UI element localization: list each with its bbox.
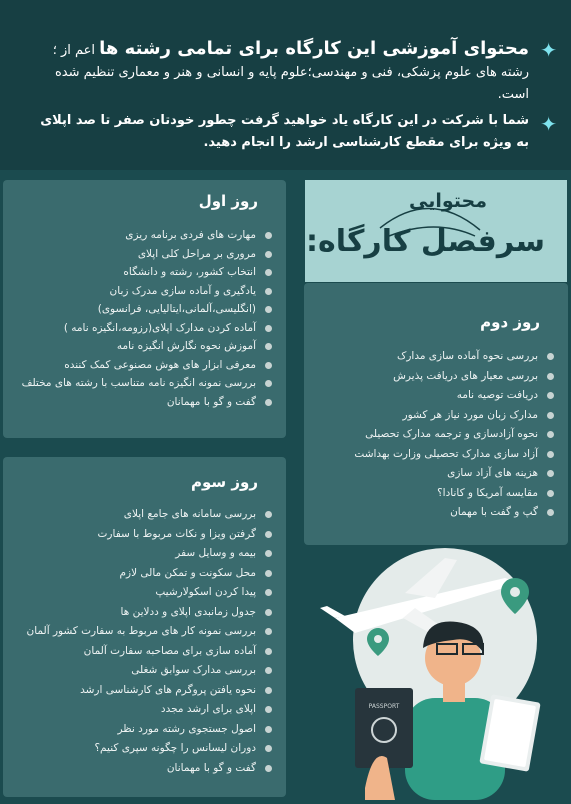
bullet-dot-icon [265, 609, 272, 616]
bullet-dot-icon [265, 589, 272, 596]
bullet-dot-icon [265, 306, 272, 313]
bullet-dot-icon [265, 765, 272, 772]
day-two-item-text: بررسی نحوه آماده سازی مدارک [396, 350, 538, 362]
sparkle-icon: ✦ [540, 112, 557, 136]
day-two-item [316, 347, 556, 367]
bullet-dot-icon [547, 412, 554, 419]
day-three-item [12, 544, 274, 564]
day-one-item [12, 245, 274, 264]
bullet-dot-icon [547, 490, 554, 497]
title-line-1: محتوایی [409, 190, 487, 212]
day-one-item [12, 319, 274, 338]
day-three-item-text: نحوه یافتن پروگرم های کارشناسی ارشد [80, 683, 256, 696]
travel-illustration [295, 548, 571, 800]
bullet-dot-icon [547, 431, 554, 438]
day-three-item-text: بررسی سامانه های جامع اپلای [123, 508, 256, 520]
bullet-dot-icon [547, 392, 554, 399]
day-three-heading: روز سوم [191, 473, 258, 491]
bullet-dot-icon [265, 667, 272, 674]
day-one-item [12, 337, 274, 356]
day-one-list [12, 226, 274, 411]
day-two-item-text: مدارک زبان مورد نیاز هر کشور [402, 408, 538, 421]
day-one-item-text: انتخاب کشور، رشته و دانشگاه [123, 266, 256, 278]
day-three-item [12, 505, 274, 525]
day-two-item [316, 386, 556, 406]
day-three-item-text: گفت و گو با مهمانان [166, 761, 256, 774]
day-three-item [12, 564, 274, 584]
day-three-item [12, 603, 274, 623]
intro-headline-continuation: اعم از ؛ رشته های علوم پزشکی، فنی و مهندسی؛علوم پایه و انسانی و هنر و معماری تنظیم شده است. [52, 43, 529, 102]
day-one-item-text: آموزش نحوه نگارش انگیزه نامه [116, 340, 256, 352]
day-three-item-text: محل سکونت و تمکن مالی لازم [119, 566, 256, 579]
bullet-dot-icon [265, 380, 272, 387]
day-one-item [12, 393, 274, 412]
day-two-item-text: نحوه آزادسازی و ترجمه مدارک تحصیلی [365, 428, 538, 440]
day-one-item [12, 356, 274, 375]
day-two-item-text: بررسی معیار های دریافت پذیرش [393, 369, 538, 382]
day-three-item [12, 720, 274, 740]
day-three-item-text: پیدا کردن اسکولارشیپ [155, 586, 256, 598]
bullet-dot-icon [547, 509, 554, 516]
day-two-item-text: دریافت توصیه نامه [456, 389, 538, 401]
day-three-item [12, 739, 274, 759]
day-one-item-text: مروری بر مراحل کلی اپلای [137, 247, 256, 260]
day-one-item [12, 282, 274, 301]
day-three-item [12, 642, 274, 662]
day-two-item [316, 503, 556, 523]
bullet-dot-icon [265, 232, 272, 239]
workshop-title-box [305, 180, 567, 282]
day-three-item [12, 700, 274, 720]
day-one-item-text: گفت و گو با مهمانان [166, 395, 256, 408]
day-one-item [12, 374, 274, 393]
day-three-item [12, 661, 274, 681]
day-one-item-text: یادگیری و آماده سازی مدرک زبان [109, 284, 256, 297]
day-two-heading: روز دوم [480, 313, 540, 331]
day-three-item [12, 681, 274, 701]
day-two-item-text: هزینه های آزاد سازی [447, 467, 538, 479]
day-three-item [12, 525, 274, 545]
day-three-item-text: دوران لیسانس را چگونه سپری کنیم؟ [94, 742, 256, 754]
bullet-dot-icon [265, 687, 272, 694]
bullet-dot-icon [265, 288, 272, 295]
day-three-item-text: بیمه و وسایل سفر [175, 547, 256, 559]
bullet-dot-icon [547, 451, 554, 458]
bullet-dot-icon [265, 362, 272, 369]
day-two-item-text: آزاد سازی مدارک تحصیلی وزارت بهداشت [354, 447, 538, 460]
day-three-item [12, 622, 274, 642]
intro-paragraph-2: شما با شرکت در این کارگاه یاد خواهید گرفت چطور خودتان صفر تا صد اپلای به ویژه برای مقطع کارشناسی ارشد را انجام دهید. [40, 113, 529, 150]
intro-section [0, 0, 571, 170]
day-two-item [316, 484, 556, 504]
passport-label: PASSPORT [368, 703, 400, 710]
bullet-dot-icon [265, 550, 272, 557]
day-two-item [316, 445, 556, 465]
bullet-dot-icon [265, 745, 272, 752]
day-three-item-text: بررسی نمونه کار های مربوط به سفارت کشور آلمان [26, 625, 256, 637]
day-one-item [12, 226, 274, 245]
intro-headline: محتوای آموزشی این کارگاه برای تمامی رشته ها [99, 38, 529, 59]
bullet-dot-icon [547, 470, 554, 477]
day-three-panel [3, 457, 286, 797]
day-two-list [316, 347, 556, 523]
day-three-item-text: جدول زمانبدی اپلای و ددلاین ها [120, 605, 256, 618]
day-two-item-text: گپ و گفت با مهمان [450, 506, 538, 518]
bullet-dot-icon [265, 726, 272, 733]
bullet-dot-icon [265, 648, 272, 655]
day-one-item-text: (انگلیسی،آلمانی،ایتالیایی، فرانسوی) [97, 303, 256, 315]
bullet-dot-icon [265, 251, 272, 258]
day-one-item-text: مهارت های فردی برنامه ریزی [125, 229, 256, 241]
bullet-dot-icon [265, 511, 272, 518]
bullet-dot-icon [547, 353, 554, 360]
day-two-item [316, 367, 556, 387]
bullet-dot-icon [265, 570, 272, 577]
day-two-item [316, 425, 556, 445]
day-one-item [12, 300, 274, 319]
day-three-item [12, 583, 274, 603]
intro-paragraph-1 [24, 38, 529, 106]
bullet-dot-icon [265, 399, 272, 406]
sparkle-icon: ✦ [540, 38, 557, 62]
day-one-item-text: آماده کردن مدارک اپلای(رزومه،انگیزه نامه ) [63, 321, 256, 334]
day-two-item-text: مقایسه آمریکا و کانادا؟ [437, 486, 538, 499]
day-three-item-text: گرفتن ویزا و نکات مربوط با سفارت [97, 527, 256, 540]
bullet-dot-icon [547, 373, 554, 380]
day-one-panel [3, 180, 286, 438]
bullet-dot-icon [265, 706, 272, 713]
day-two-item [316, 464, 556, 484]
day-one-heading: روز اول [198, 192, 258, 210]
day-three-item-text: آماده سازی برای مصاحبه سفارت آلمان [83, 644, 256, 657]
day-three-item-text: اصول جستجوی رشته مورد نظر [117, 722, 256, 735]
bullet-dot-icon [265, 628, 272, 635]
day-three-item [12, 759, 274, 779]
day-three-item-text: اپلای برای ارشد مجدد [160, 703, 256, 715]
day-two-item [316, 406, 556, 426]
bullet-dot-icon [265, 531, 272, 538]
title-line-2: سرفصل کارگاه: [306, 224, 545, 259]
bullet-dot-icon [265, 343, 272, 350]
bullet-dot-icon [265, 325, 272, 332]
day-one-item-text: معرفی ابزار های هوش مصنوعی کمک کننده [64, 358, 256, 371]
day-three-list [12, 505, 274, 778]
day-two-panel [304, 283, 568, 545]
bullet-dot-icon [265, 269, 272, 276]
day-three-item-text: بررسی مدارک سوابق شغلی [131, 664, 256, 676]
day-one-item-text: بررسی نمونه انگیزه نامه متناسب با رشته های مختلف [21, 377, 256, 389]
day-one-item [12, 263, 274, 282]
